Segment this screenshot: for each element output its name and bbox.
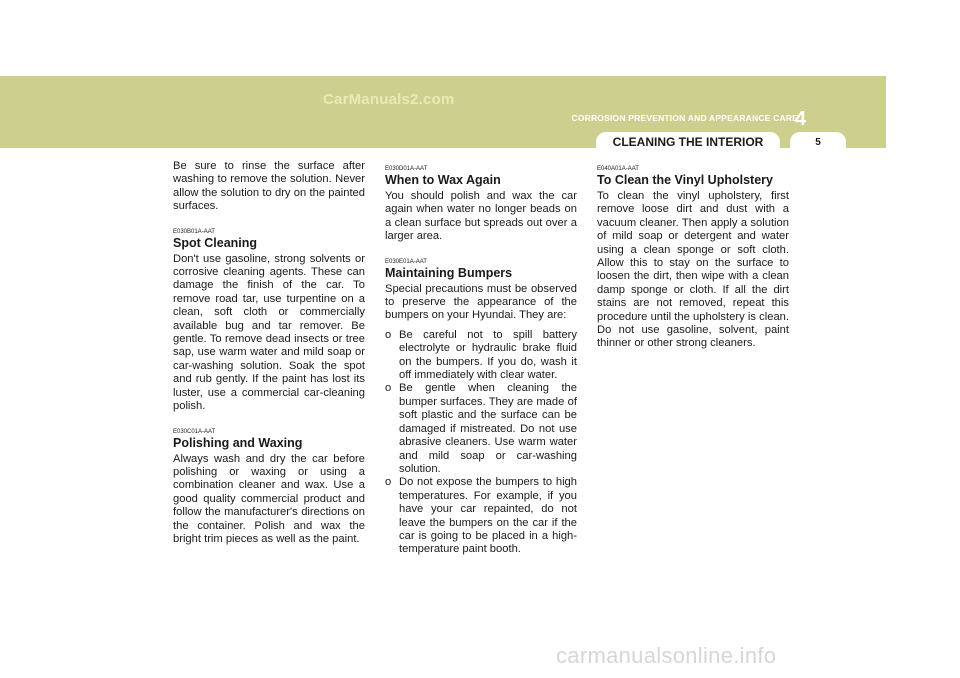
bumper-precautions-list — [385, 329, 577, 557]
section-body: Don't use gasoline, strong solvents or corrosive cleaning agents. These can damage the finish of the car. To remove road tar, use turpentine on a clean, soft cloth or commercially available bug and tar remover. Be gentle. To remove dead insects or tree sap, use warm water and mild soap or car-washing solution. Soak the spot and rub gently. If the paint has lost its luster, use a commercial car-cleaning polish. — [173, 252, 365, 413]
section-heading: Polishing and Waxing — [173, 435, 303, 450]
column-right — [597, 165, 789, 351]
column-middle — [385, 165, 577, 557]
section-body: You should polish and wax the car again when water no longer beads on a clean surface but spreads out over a larger area. — [385, 190, 577, 243]
page-number-tab — [790, 132, 846, 152]
footer-watermark: carmanualsonline.info — [556, 643, 777, 668]
section-title: CLEANING THE INTERIOR — [612, 135, 764, 149]
list-item: o Be gentle when cleaning the bumper surfaces. They are made of soft plastic and the surface can be damaged if mistreated. Do not use abrasive cleaners. Use warm water and mild soap or car-washing solution. — [385, 382, 577, 476]
section-body: To clean the vinyl upholstery, first remove loose dirt and dust with a vacuum cleaner. Then apply a solution of mild soap or detergent and water using a clean sponge or soft cloth. Allow this to stay on the surface to loosen the dirt, then wipe with a clean damp sponge or cloth. If all the dirt stains are not removed, repeat this procedure until the upholstery is clean. Do not use gasoline, solvent, paint thinner or other strong cleaners. — [597, 190, 789, 350]
section-code: E040A01A-AAT — [597, 166, 639, 172]
section-tab — [596, 132, 780, 152]
section-code: E030E01A-AAT — [385, 258, 427, 265]
chapter-number: 4 — [795, 108, 807, 130]
column-left — [173, 160, 365, 546]
section-code: E030D01A-AAT — [385, 166, 428, 172]
section-heading: Spot Cleaning — [173, 235, 258, 250]
page-number: 5 — [815, 137, 821, 148]
list-item: o Do not expose the bumpers to high temperatures. For example, if you have your car repainted, do not leave the bumpers on the car if the car is going to be placed in a high-temperature paint booth. — [385, 476, 577, 556]
section-heading: When to Wax Again — [385, 173, 501, 187]
section-code: E030C01A-AAT — [173, 428, 216, 435]
section-body: Always wash and dry the car before polishing or waxing or using a combination cleaner and wax. Use a good quality commercial product and follow the manufacturer's directions on the container. Polish and wax the bright trim pieces as well as the paint. — [173, 452, 365, 545]
watermark-logo: CarManuals2.com — [323, 91, 455, 108]
section-code: E030B01A-AAT — [173, 228, 215, 235]
section-heading: To Clean the Vinyl Upholstery — [597, 173, 773, 187]
section-heading: Maintaining Bumpers — [385, 265, 513, 280]
list-item: o Be careful not to spill battery electrolyte or hydraulic brake fluid on the bumpers. If you do, wash it off immediately with clear water. — [385, 329, 577, 383]
chapter-title: CORROSION PREVENTION AND APPEARANCE CARE — [571, 113, 798, 123]
section-body: Special precautions must be observed to preserve the appearance of the bumpers on your Hyundai. They are: — [385, 282, 577, 322]
intro-paragraph: Be sure to rinse the surface after washing to remove the solution. Never allow the solution to dry on the painted surfaces. — [173, 160, 365, 213]
